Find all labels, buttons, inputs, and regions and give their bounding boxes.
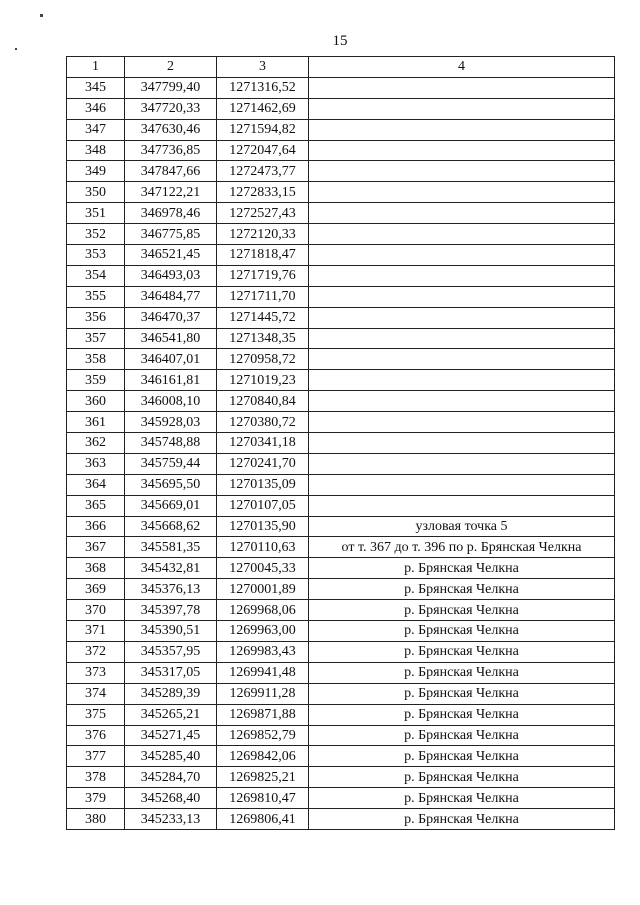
description-cell: узловая точка 5 xyxy=(309,516,615,537)
y-coordinate-cell: 1270135,90 xyxy=(217,516,309,537)
point-number-cell: 352 xyxy=(67,224,125,245)
table-row xyxy=(67,182,615,203)
description-cell: р. Брянская Челкна xyxy=(309,746,615,767)
description-cell: р. Брянская Челкна xyxy=(309,558,615,579)
point-number-cell: 350 xyxy=(67,182,125,203)
table-row xyxy=(67,161,615,182)
point-number-cell: 365 xyxy=(67,495,125,516)
description-cell: р. Брянская Челкна xyxy=(309,788,615,809)
table-row xyxy=(67,704,615,725)
y-coordinate-cell: 1271316,52 xyxy=(217,77,309,98)
scan-speck xyxy=(15,48,17,50)
table-body xyxy=(67,77,615,829)
description-cell xyxy=(309,474,615,495)
x-coordinate-cell: 346978,46 xyxy=(125,203,217,224)
point-number-cell: 351 xyxy=(67,203,125,224)
table-row xyxy=(67,224,615,245)
y-coordinate-cell: 1272473,77 xyxy=(217,161,309,182)
table-row xyxy=(67,370,615,391)
point-number-cell: 358 xyxy=(67,349,125,370)
point-number-cell: 345 xyxy=(67,77,125,98)
table-row xyxy=(67,265,615,286)
x-coordinate-cell: 345233,13 xyxy=(125,809,217,830)
y-coordinate-cell: 1269806,41 xyxy=(217,809,309,830)
x-coordinate-cell: 346484,77 xyxy=(125,286,217,307)
y-coordinate-cell: 1271462,69 xyxy=(217,98,309,119)
table-row xyxy=(67,474,615,495)
point-number-cell: 364 xyxy=(67,474,125,495)
table-row xyxy=(67,245,615,266)
description-cell xyxy=(309,391,615,412)
description-cell: р. Брянская Челкна xyxy=(309,662,615,683)
x-coordinate-cell: 345289,39 xyxy=(125,683,217,704)
scan-speck xyxy=(40,14,43,17)
description-cell xyxy=(309,328,615,349)
description-cell xyxy=(309,140,615,161)
y-coordinate-cell: 1270045,33 xyxy=(217,558,309,579)
point-number-cell: 356 xyxy=(67,307,125,328)
x-coordinate-cell: 345284,70 xyxy=(125,767,217,788)
y-coordinate-cell: 1271445,72 xyxy=(217,307,309,328)
point-number-cell: 349 xyxy=(67,161,125,182)
table-row xyxy=(67,788,615,809)
table-row xyxy=(67,433,615,454)
table-row xyxy=(67,328,615,349)
point-number-cell: 354 xyxy=(67,265,125,286)
y-coordinate-cell: 1270380,72 xyxy=(217,412,309,433)
point-number-cell: 376 xyxy=(67,725,125,746)
point-number-cell: 357 xyxy=(67,328,125,349)
description-cell: р. Брянская Челкна xyxy=(309,641,615,662)
table-row xyxy=(67,683,615,704)
x-coordinate-cell: 345357,95 xyxy=(125,641,217,662)
point-number-cell: 348 xyxy=(67,140,125,161)
point-number-cell: 360 xyxy=(67,391,125,412)
table-row xyxy=(67,495,615,516)
description-cell xyxy=(309,412,615,433)
point-number-cell: 380 xyxy=(67,809,125,830)
x-coordinate-cell: 345265,21 xyxy=(125,704,217,725)
description-cell xyxy=(309,307,615,328)
point-number-cell: 370 xyxy=(67,600,125,621)
y-coordinate-cell: 1272120,33 xyxy=(217,224,309,245)
point-number-cell: 355 xyxy=(67,286,125,307)
point-number-cell: 367 xyxy=(67,537,125,558)
x-coordinate-cell: 346493,03 xyxy=(125,265,217,286)
description-cell xyxy=(309,286,615,307)
x-coordinate-cell: 345285,40 xyxy=(125,746,217,767)
x-coordinate-cell: 345669,01 xyxy=(125,495,217,516)
table-row xyxy=(67,349,615,370)
y-coordinate-cell: 1271019,23 xyxy=(217,370,309,391)
table-header-row xyxy=(67,57,615,78)
header-x-coordinate: 2 xyxy=(125,57,217,78)
table-row xyxy=(67,119,615,140)
x-coordinate-cell: 346470,37 xyxy=(125,307,217,328)
y-coordinate-cell: 1270341,18 xyxy=(217,433,309,454)
description-cell: р. Брянская Челкна xyxy=(309,621,615,642)
y-coordinate-cell: 1272833,15 xyxy=(217,182,309,203)
point-number-cell: 369 xyxy=(67,579,125,600)
table-row xyxy=(67,77,615,98)
point-number-cell: 372 xyxy=(67,641,125,662)
point-number-cell: 353 xyxy=(67,245,125,266)
description-cell: р. Брянская Челкна xyxy=(309,725,615,746)
table-row xyxy=(67,621,615,642)
x-coordinate-cell: 345668,62 xyxy=(125,516,217,537)
y-coordinate-cell: 1269968,06 xyxy=(217,600,309,621)
header-point-number: 1 xyxy=(67,57,125,78)
table-row xyxy=(67,203,615,224)
table-row xyxy=(67,537,615,558)
description-cell xyxy=(309,370,615,391)
point-number-cell: 371 xyxy=(67,621,125,642)
x-coordinate-cell: 346008,10 xyxy=(125,391,217,412)
header-y-coordinate: 3 xyxy=(217,57,309,78)
table-row xyxy=(67,767,615,788)
y-coordinate-cell: 1269941,48 xyxy=(217,662,309,683)
description-cell xyxy=(309,265,615,286)
y-coordinate-cell: 1272527,43 xyxy=(217,203,309,224)
y-coordinate-cell: 1272047,64 xyxy=(217,140,309,161)
table-row xyxy=(67,98,615,119)
y-coordinate-cell: 1270840,84 xyxy=(217,391,309,412)
point-number-cell: 374 xyxy=(67,683,125,704)
description-cell xyxy=(309,161,615,182)
table-row xyxy=(67,600,615,621)
table-row xyxy=(67,412,615,433)
x-coordinate-cell: 346161,81 xyxy=(125,370,217,391)
description-cell xyxy=(309,349,615,370)
description-cell: р. Брянская Челкна xyxy=(309,767,615,788)
description-cell xyxy=(309,433,615,454)
y-coordinate-cell: 1270241,70 xyxy=(217,453,309,474)
x-coordinate-cell: 347630,46 xyxy=(125,119,217,140)
table-row xyxy=(67,558,615,579)
table-row xyxy=(67,746,615,767)
y-coordinate-cell: 1271711,70 xyxy=(217,286,309,307)
y-coordinate-cell: 1269911,28 xyxy=(217,683,309,704)
x-coordinate-cell: 346541,80 xyxy=(125,328,217,349)
table-row xyxy=(67,286,615,307)
point-number-cell: 363 xyxy=(67,453,125,474)
y-coordinate-cell: 1270110,63 xyxy=(217,537,309,558)
point-number-cell: 359 xyxy=(67,370,125,391)
x-coordinate-cell: 345759,44 xyxy=(125,453,217,474)
y-coordinate-cell: 1269852,79 xyxy=(217,725,309,746)
x-coordinate-cell: 346407,01 xyxy=(125,349,217,370)
x-coordinate-cell: 347122,21 xyxy=(125,182,217,203)
y-coordinate-cell: 1269963,00 xyxy=(217,621,309,642)
x-coordinate-cell: 345397,78 xyxy=(125,600,217,621)
table-row xyxy=(67,662,615,683)
table-row xyxy=(67,307,615,328)
x-coordinate-cell: 345268,40 xyxy=(125,788,217,809)
x-coordinate-cell: 345271,45 xyxy=(125,725,217,746)
description-cell: р. Брянская Челкна xyxy=(309,683,615,704)
description-cell: р. Брянская Челкна xyxy=(309,600,615,621)
description-cell xyxy=(309,245,615,266)
point-number-cell: 375 xyxy=(67,704,125,725)
x-coordinate-cell: 345432,81 xyxy=(125,558,217,579)
header-description: 4 xyxy=(309,57,615,78)
point-number-cell: 362 xyxy=(67,433,125,454)
description-cell xyxy=(309,182,615,203)
description-cell: р. Брянская Челкна xyxy=(309,579,615,600)
description-cell: р. Брянская Челкна xyxy=(309,704,615,725)
y-coordinate-cell: 1270001,89 xyxy=(217,579,309,600)
description-cell xyxy=(309,453,615,474)
point-number-cell: 379 xyxy=(67,788,125,809)
description-cell xyxy=(309,224,615,245)
table-row xyxy=(67,453,615,474)
table-row xyxy=(67,725,615,746)
description-cell xyxy=(309,119,615,140)
x-coordinate-cell: 345581,35 xyxy=(125,537,217,558)
x-coordinate-cell: 347736,85 xyxy=(125,140,217,161)
page-number: 15 xyxy=(332,33,348,49)
coordinates-table xyxy=(66,56,615,830)
point-number-cell: 373 xyxy=(67,662,125,683)
y-coordinate-cell: 1269842,06 xyxy=(217,746,309,767)
table-row xyxy=(67,140,615,161)
x-coordinate-cell: 345376,13 xyxy=(125,579,217,600)
x-coordinate-cell: 347847,66 xyxy=(125,161,217,182)
y-coordinate-cell: 1271719,76 xyxy=(217,265,309,286)
description-cell xyxy=(309,495,615,516)
description-cell: от т. 367 до т. 396 по р. Брянская Челкна xyxy=(309,537,615,558)
description-cell xyxy=(309,98,615,119)
x-coordinate-cell: 345748,88 xyxy=(125,433,217,454)
y-coordinate-cell: 1270135,09 xyxy=(217,474,309,495)
y-coordinate-cell: 1269825,21 xyxy=(217,767,309,788)
y-coordinate-cell: 1271348,35 xyxy=(217,328,309,349)
x-coordinate-cell: 346775,85 xyxy=(125,224,217,245)
table-row xyxy=(67,641,615,662)
point-number-cell: 377 xyxy=(67,746,125,767)
y-coordinate-cell: 1270958,72 xyxy=(217,349,309,370)
y-coordinate-cell: 1271818,47 xyxy=(217,245,309,266)
y-coordinate-cell: 1269810,47 xyxy=(217,788,309,809)
y-coordinate-cell: 1270107,05 xyxy=(217,495,309,516)
table-row xyxy=(67,391,615,412)
x-coordinate-cell: 345695,50 xyxy=(125,474,217,495)
description-cell xyxy=(309,77,615,98)
table-row xyxy=(67,516,615,537)
y-coordinate-cell: 1271594,82 xyxy=(217,119,309,140)
y-coordinate-cell: 1269983,43 xyxy=(217,641,309,662)
point-number-cell: 368 xyxy=(67,558,125,579)
x-coordinate-cell: 346521,45 xyxy=(125,245,217,266)
table-row xyxy=(67,579,615,600)
table-row xyxy=(67,809,615,830)
y-coordinate-cell: 1269871,88 xyxy=(217,704,309,725)
description-cell xyxy=(309,203,615,224)
x-coordinate-cell: 345390,51 xyxy=(125,621,217,642)
x-coordinate-cell: 345317,05 xyxy=(125,662,217,683)
x-coordinate-cell: 345928,03 xyxy=(125,412,217,433)
point-number-cell: 347 xyxy=(67,119,125,140)
x-coordinate-cell: 347799,40 xyxy=(125,77,217,98)
x-coordinate-cell: 347720,33 xyxy=(125,98,217,119)
point-number-cell: 346 xyxy=(67,98,125,119)
description-cell: р. Брянская Челкна xyxy=(309,809,615,830)
point-number-cell: 361 xyxy=(67,412,125,433)
point-number-cell: 366 xyxy=(67,516,125,537)
point-number-cell: 378 xyxy=(67,767,125,788)
